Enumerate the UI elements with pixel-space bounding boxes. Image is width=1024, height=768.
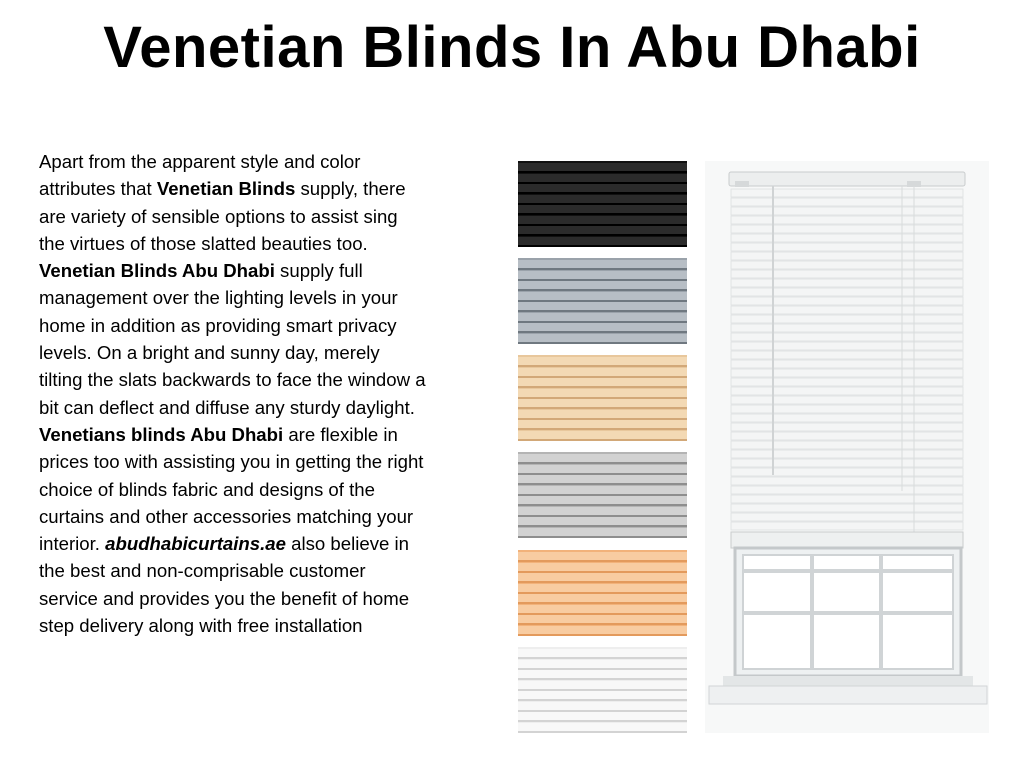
blind-slat: [731, 342, 963, 350]
swatch-slat: [518, 302, 687, 312]
blind-slat: [731, 387, 963, 395]
blind-slat: [731, 441, 963, 449]
swatch-slat: [518, 486, 687, 496]
blind-slat: [731, 351, 963, 359]
blind-slat: [731, 495, 963, 503]
swatch-slat: [518, 184, 687, 194]
blind-slat: [731, 423, 963, 431]
swatch-slat: [518, 507, 687, 517]
swatch-slat: [518, 517, 687, 527]
swatch-slat: [518, 163, 687, 173]
blind-slat: [731, 189, 963, 197]
body-text-run: supply full management over the lighting levels in your home in addition as providing smart privacy levels. On a bright and sunny day, merely tilting the slats backwards to face the window a bit can deflect and diffuse any sturdy daylight.: [39, 260, 426, 418]
body-text-run: Apart from the apparent style and color attributes that: [39, 151, 361, 200]
blind-slat: [731, 252, 963, 260]
blind-slat: [731, 513, 963, 521]
blind-slat: [731, 468, 963, 476]
blind-slat: [731, 459, 963, 467]
swatch-slat: [518, 649, 687, 659]
swatch-natural-wood: [518, 355, 687, 441]
swatch-slat: [518, 691, 687, 701]
blind-slat: [731, 369, 963, 377]
body-text-emphasis: Venetians blinds Abu Dhabi: [39, 423, 284, 445]
blind-slat: [731, 243, 963, 251]
blind-slat: [731, 261, 963, 269]
blind-slat: [731, 234, 963, 242]
swatch-slat: [518, 702, 687, 712]
blind-slat: [731, 216, 963, 224]
blind-slat: [731, 225, 963, 233]
blind-slat: [731, 504, 963, 512]
body-paragraph: [39, 148, 427, 639]
swatch-slat: [518, 216, 687, 226]
blind-slat: [731, 414, 963, 422]
swatch-slat: [518, 552, 687, 562]
swatch-slat: [518, 528, 687, 538]
swatch-silver: [518, 452, 687, 538]
blind-slat: [731, 288, 963, 296]
blind-slat: [731, 477, 963, 485]
body-text-emphasis: Venetian Blinds Abu Dhabi: [39, 260, 275, 282]
swatch-slat: [518, 712, 687, 722]
body-text-run: are flexible in prices too with assisting you in getting the right choice of blinds fabric and designs of the curtains and other accessories matching your interior.: [39, 423, 424, 555]
swatch-slat: [518, 670, 687, 680]
blind-slat: [731, 378, 963, 386]
blind-slat: [731, 432, 963, 440]
blind-slat: [731, 324, 963, 332]
swatch-slat: [518, 431, 687, 441]
swatch-slat: [518, 334, 687, 344]
swatch-slat: [518, 410, 687, 420]
blind-slat: [731, 522, 963, 530]
swatch-slat: [518, 465, 687, 475]
swatch-slat: [518, 313, 687, 323]
blind-slat: [731, 207, 963, 215]
swatch-slat: [518, 281, 687, 291]
swatch-slat: [518, 292, 687, 302]
swatch-grey: [518, 258, 687, 344]
slide-title: Venetian Blinds In Abu Dhabi: [103, 15, 921, 80]
swatch-slat: [518, 195, 687, 205]
swatch-slat: [518, 420, 687, 430]
body-text-emphasis: abudhabicurtains.ae: [105, 533, 286, 555]
blind-slat: [731, 297, 963, 305]
swatch-slat: [518, 368, 687, 378]
swatch-slat: [518, 681, 687, 691]
swatch-slat: [518, 454, 687, 464]
swatch-slat: [518, 626, 687, 636]
swatch-slat: [518, 723, 687, 733]
swatch-white: [518, 647, 687, 733]
swatch-slat: [518, 174, 687, 184]
blind-slat: [731, 198, 963, 206]
swatch-slat: [518, 357, 687, 367]
swatch-slat: [518, 584, 687, 594]
body-text-run: also believe in the best and non-comprisable customer service and provides you the benefit of home step delivery along with free installation: [39, 533, 410, 637]
blind-slat: [731, 333, 963, 341]
swatch-slat: [518, 378, 687, 388]
blind-slat: [731, 360, 963, 368]
blind-slat: [731, 486, 963, 494]
swatch-slat: [518, 260, 687, 270]
swatch-slat: [518, 271, 687, 281]
blind-slat: [731, 315, 963, 323]
venetian-blind-window-image: [705, 161, 989, 733]
blind-slat: [731, 270, 963, 278]
swatch-slat: [518, 323, 687, 333]
swatch-slat: [518, 389, 687, 399]
blind-slat: [731, 306, 963, 314]
blind-slat: [731, 405, 963, 413]
blind-slat: [731, 279, 963, 287]
swatch-black: [518, 161, 687, 247]
swatch-slat: [518, 226, 687, 236]
swatch-slat: [518, 399, 687, 409]
swatch-slat: [518, 563, 687, 573]
body-text-emphasis: Venetian Blinds: [156, 178, 296, 200]
swatch-slat: [518, 237, 687, 247]
swatch-peach: [518, 550, 687, 636]
swatch-slat: [518, 496, 687, 506]
swatch-slat: [518, 660, 687, 670]
body-text-run: supply, there are variety of sensible options to assist sing the virtues of those slatted beauties too.: [39, 178, 406, 254]
swatch-slat: [518, 205, 687, 215]
swatch-slat: [518, 594, 687, 604]
swatch-slat: [518, 475, 687, 485]
blind-slat: [731, 450, 963, 458]
swatch-slat: [518, 573, 687, 583]
blind-slat: [731, 396, 963, 404]
swatch-slat: [518, 615, 687, 625]
swatch-slat: [518, 605, 687, 615]
